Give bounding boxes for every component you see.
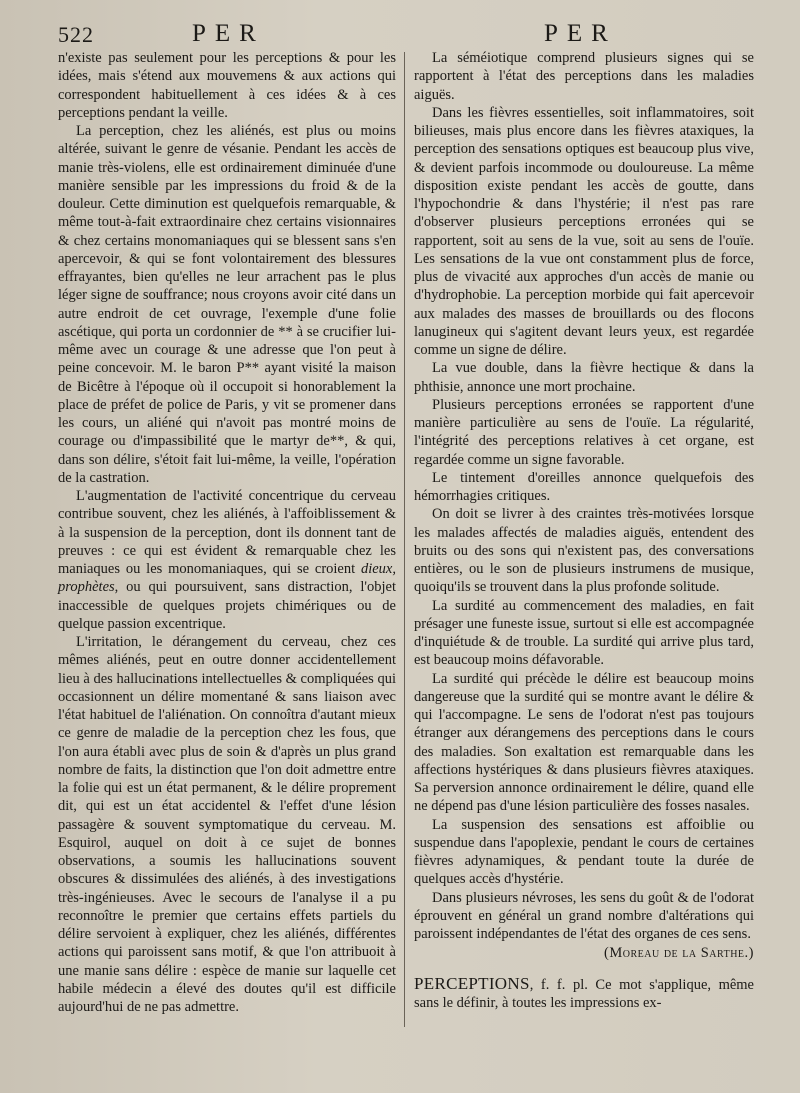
- paragraph: La séméiotique comprend plusieurs signes qui se rapportent à l'état des perceptions dans les maladies aiguës.: [414, 50, 754, 103]
- paragraph: La surdité qui précède le délire est beaucoup moins dangereuse que la surdité qui se montre avant le délire & qui l'accompagne. Le sens de l'odorat n'est pas toujours étranger aux dérangemens des perceptions dans le cours des maladies. Son exaltation est remarquable dans les affections hystériques & dans plusieurs fièvres ataxiques. Sa perversion annonce ordinairement le délire, quand elle ne dépend pas d'une lésion particulière des fosses nasales.: [414, 670, 754, 815]
- paragraph: L'irritation, le dérangement du cerveau, chez ces mêmes aliénés, peut en outre donner accidentellement lieu à des hallucinations intellectuelles & compliquées qui occasionnent un délire momentané & sans liaison avec l'état habituel de l'aliénation. On connoîtra d'autant mieux ce genre de maladie de la perception chez les fous, que l'on aura établi avec plus de soin & d'après un plus grand nombre de faits, la distinction que l'on doit admettre entre la folie qui est un état permanent, & le délire proprement dit, qui est un état accidentel & l'effet d'une lésion passagère & souvent symptomatique du cerveau. M. Esquirol, auquel on doit à ce sujet de bonnes observations, a soumis les hallucinations souvent obscures & dissimulées des aliénés, à des investigations très-ingénieuses. Avec le secours de l'analyse il a pu reconnoître le premier que certains effets partiels du délire servoient à expliquer, chez les aliénés, différentes actions qui paroissent sans motif, & que l'on attribuoit à une manie sans délire : espèce de manie sur laquelle cet habile médecin a élevé des doutes qu'il est difficile aujourd'hui de ne pas admettre.: [58, 634, 396, 1015]
- paragraph: n'existe pas seulement pour les perceptions & pour les idées, mais s'étend aux mouvemens & aux actions qui correspondent habituellement à ces idées & à ces perceptions pendant la veille.: [58, 50, 396, 121]
- author-signature: (Moreau de la Sarthe.): [604, 945, 754, 962]
- running-head-left: PER: [192, 20, 265, 47]
- paragraph: La vue double, dans la fièvre hectique & dans la phthisie, annonce une mort prochaine.: [414, 360, 754, 395]
- right-column: [414, 49, 754, 1012]
- paragraph: La perception, chez les aliénés, est plus ou moins altérée, suivant le genre de vésanie. Pendant les accès de manie très-violens, elle est ordinairement diminuée d'une manière sensible par les impressions du froid & de la douleur. Cette diminution est quelquefois remarquable, & même tout-à-fait extraordinaire chez certains visionnaires & chez certains monomaniaques qui se blessent sans s'en apercevoir, & qui se font volontairement des blessures effrayantes, bien qu'elles ne leur arrachent pas le plus léger signe de souffrance; nous croyons avoir cité dans un autre endroit de cet ouvrage, l'exemple d'une folie ascétique, qui porta un cordonnier de ** à se crucifier lui-même avec un courage & une adresse que l'on peut à peine concevoir. M. le baron P** ayant visité la maison de Bicêtre à l'époque où il occupoit si honorablement la place de préfet de police de Paris, y vit se promener dans les cours, un aliéné qui n'avoit pas montré moins de courage ou d'impassibilité que le martyr de**, & qui, dans son délire, s'étoit fait lui-même, la veille, l'opération de la castration.: [58, 123, 396, 486]
- left-column: [58, 49, 396, 1016]
- page-header: [0, 20, 800, 50]
- paragraph: La suspension des sensations est affoiblie ou suspendue dans l'apoplexie, pendant le cours de certaines fièvres adynamiques, & pendant toute la durée de quelques accès d'hystérie.: [414, 816, 754, 888]
- entry-text: , f. f. pl. Ce mot s'applique, même sans le définir, à toutes les impressions ex-: [414, 976, 754, 1011]
- paragraph: On doit se livrer à des craintes très-motivées lorsque les malades affectés de maladies aiguës, entendent des bruits ou des sons qui n'existent pas, des conversations entières, ou le son de plusieurs instrumens de musique, quoiqu'ils se trouvent dans la plus profonde solitude.: [414, 506, 754, 596]
- column-divider: [404, 52, 405, 1027]
- paragraph: La surdité au commencement des maladies, en fait présager une funeste issue, surtout si elle est accompagnée d'inquiétude & de trouble. La surdité qui arrive plus tard, est beaucoup moins défavorable.: [414, 597, 754, 669]
- dictionary-entry: [414, 975, 754, 1013]
- paragraph: Dans les fièvres essentielles, soit inflammatoires, soit bilieuses, mais plus encore dans les fièvres ataxiques, la perception des sensations optiques est beaucoup plus vive, & devient parfois incommode ou douloureuse. La même disposition existe pendant les accès de goutte, dans l'hypochondrie & dans l'hystérie; il n'est pas rare d'observer plusieurs perceptions erronées qui se rapportent, soit au sens de la vue, soit au sens de l'ouïe. Les sensations de la vue ont constamment plus de force, plus de vivacité aux approches d'un accès de manie ou d'hydrophobie. La perception morbide qui fait apercevoir aux malades des masses de brouillards ou des flocons lanugineux qui s'agitent devant leurs yeux, est regardée comme un signe de délire.: [414, 104, 754, 358]
- text-run: L'augmentation de l'activité concentrique du cerveau contribue souvent, chez les aliénés, à l'affoiblissement & à la suspension de la perception, dont ils donnent tant de preuves : ce qui est évident & remarquable chez les maniaques ou les monomaniaques, qui se croient: [58, 488, 396, 577]
- paragraph: Dans plusieurs névroses, les sens du goût & de l'odorat éprouvent en général un grand nombre d'altérations qui paroissent indépendantes de l'état des organes de ces sens.: [414, 889, 754, 942]
- running-head-right: PER: [544, 20, 617, 47]
- italic-text: dieux, prophètes: [58, 561, 396, 596]
- paragraph: Plusieurs perceptions erronées se rapportent d'une manière particulière au sens de l'ouïe. La régularité, l'intégrité des perceptions relatives à cet organe, est regardée comme un signe favorable.: [414, 396, 754, 468]
- page-number: 522: [58, 22, 94, 47]
- entry-headword: PERCEPTIONS: [414, 973, 530, 993]
- paragraph: Le tintement d'oreilles annonce quelquefois des hémorrhagies critiques.: [414, 469, 754, 504]
- paragraph: [58, 487, 396, 633]
- text-run: , ou qui poursuivent, sans distraction, l'objet inaccessible de quelques projets chimériques ou de quelque passion excentrique.: [58, 579, 396, 632]
